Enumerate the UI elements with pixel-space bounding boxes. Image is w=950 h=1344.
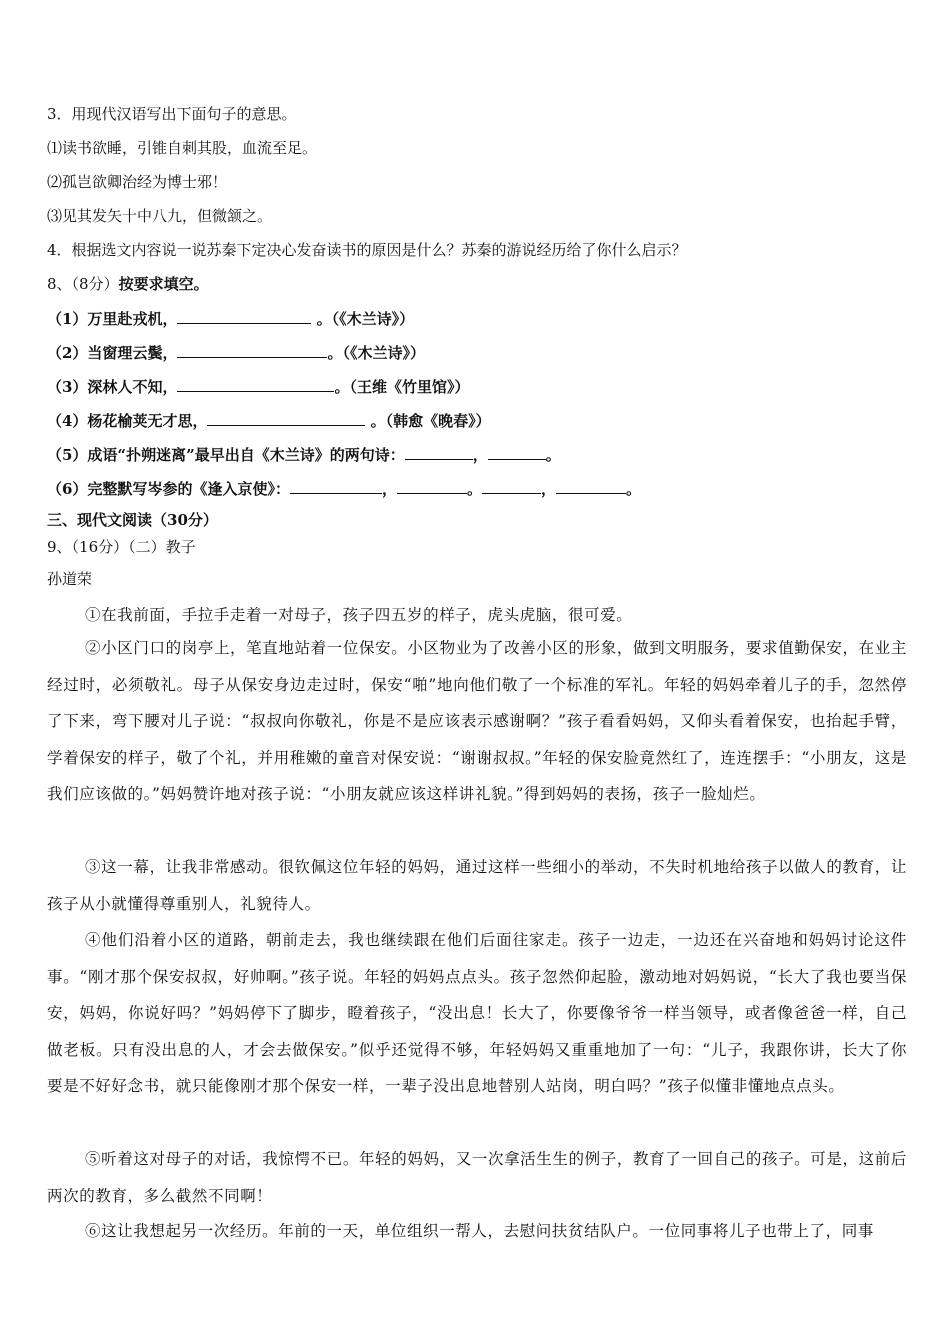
answer-blank[interactable]	[290, 478, 382, 494]
answer-blank[interactable]	[207, 410, 365, 426]
q8-number: 8、（8分）	[47, 275, 119, 293]
answer-blank[interactable]	[397, 478, 467, 494]
article-paragraph-5: ⑤听着这对母子的对话，我惊愕不已。年轻的妈妈，又一次拿活生生的例子，教育了一回自己的孩子。可是，这前后两次的教育，多么截然不同啊！	[47, 1150, 907, 1205]
q9-header: 9、（16分）（二）教子	[47, 538, 196, 556]
article-paragraph-3: ③这一幕，让我非常感动。很钦佩这位年轻的妈妈，通过这样一些细小的举动，不失时机地给孩子以做人的教育，让孩子从小就懂得尊重别人，礼貌待人。	[47, 858, 907, 913]
q3-title: 3．用现代汉语写出下面句子的意思。	[47, 105, 297, 123]
answer-blank[interactable]	[488, 444, 546, 460]
answer-blank[interactable]	[177, 376, 334, 392]
q8-item-2: （2）当窗理云鬓， 。（《木兰诗》）	[47, 344, 425, 362]
answer-blank[interactable]	[177, 342, 327, 358]
article-paragraph-2: ②小区门口的岗亭上，笔直地站着一位保安。小区物业为了改善小区的形象，做到文明服务，要求值勤保安，在业主经过时，必须敬礼。母子从保安身边走过时，保安“啪”地向他们敬了一个标准的军礼。年轻的妈妈牵着儿子的手，忽然停了下来，弯下腰对儿子说：“叔叔向你敬礼，你是不是应该表示感谢啊？”孩子看看妈妈，又仰头看着保安，也抬起手臂，学着保安的样子，敬了个礼，并用稚嫩的童音对保安说：“谢谢叔叔。”年轻的保安脸竟然红了，连连摆手：“小朋友，这是我们应该做的。”妈妈赞许地对孩子说：“小朋友就应该这样讲礼貌。”得到妈妈的表扬，孩子一脸灿烂。	[47, 639, 907, 804]
q8-item-5: （5）成语“扑朔迷离”最早出自《木兰诗》的两句诗： ， 。	[47, 446, 561, 464]
answer-blank[interactable]	[405, 444, 473, 460]
q3-item-1: ⑴读书欲睡，引锥自刺其股，血流至足。	[47, 139, 318, 157]
q8-item-1: （1）万里赴戎机， 。（《木兰诗》）	[47, 310, 415, 328]
q8-item-3: （3）深林人不知， 。（王维《竹里馆》）	[47, 378, 470, 396]
article-paragraph-4: ④他们沿着小区的道路，朝前走去，我也继续跟在他们后面往家走。孩子一边走，一边还在兴奋地和妈妈讨论这件事。“刚才那个保安叔叔，好帅啊。”孩子说。年轻的妈妈点点头。孩子忽然仰起脸，激动地对妈妈说，“长大了我也要当保安，妈妈，你说好吗？”妈妈停下了脚步，瞪着孩子，“没出息！长大了，你要像爷爷一样当领导，或者像爸爸一样，自己做老板。只有没出息的人，才会去做保安。”似乎还觉得不够，年轻妈妈又重重地加了一句：“儿子，我跟你讲，长大了你要是不好好念书，就只能像刚才那个保安一样，一辈子没出息地替别人站岗，明白吗？”孩子似懂非懂地点点头。	[47, 931, 907, 1096]
article-author: 孙道荣	[47, 570, 93, 588]
answer-blank[interactable]	[482, 478, 541, 494]
answer-blank[interactable]	[556, 478, 626, 494]
article-paragraph-1: ①在我前面，手拉手走着一对母子，孩子四五岁的样子，虎头虎脑，很可爱。	[85, 606, 633, 624]
answer-blank[interactable]	[177, 308, 311, 324]
q8-item-6: （6）完整默写岑参的《逢入京使》： ， 。 ， 。	[47, 480, 642, 498]
q4-question: 4．根据选文内容说一说苏秦下定决心发奋读书的原因是什么？苏秦的游说经历给了你什么启示？	[47, 241, 687, 259]
q8-header	[47, 274, 209, 294]
article-paragraph-6: ⑥这让我想起另一次经历。年前的一天，单位组织一帮人，去慰问扶贫结队户。一位同事将儿子也带上了，同事	[85, 1222, 874, 1240]
q3-item-3: ⑶见其发矢十中八九，但微颔之。	[47, 207, 273, 225]
q3-item-2: ⑵孤岂欲卿治经为博士邪！	[47, 173, 228, 191]
section-3-title: 三、现代文阅读（30分）	[47, 511, 218, 529]
q8-instruction: 按要求填空。	[118, 275, 209, 293]
q8-item-4: （4）杨花榆荚无才思， 。（韩愈《晚春》）	[47, 412, 491, 430]
